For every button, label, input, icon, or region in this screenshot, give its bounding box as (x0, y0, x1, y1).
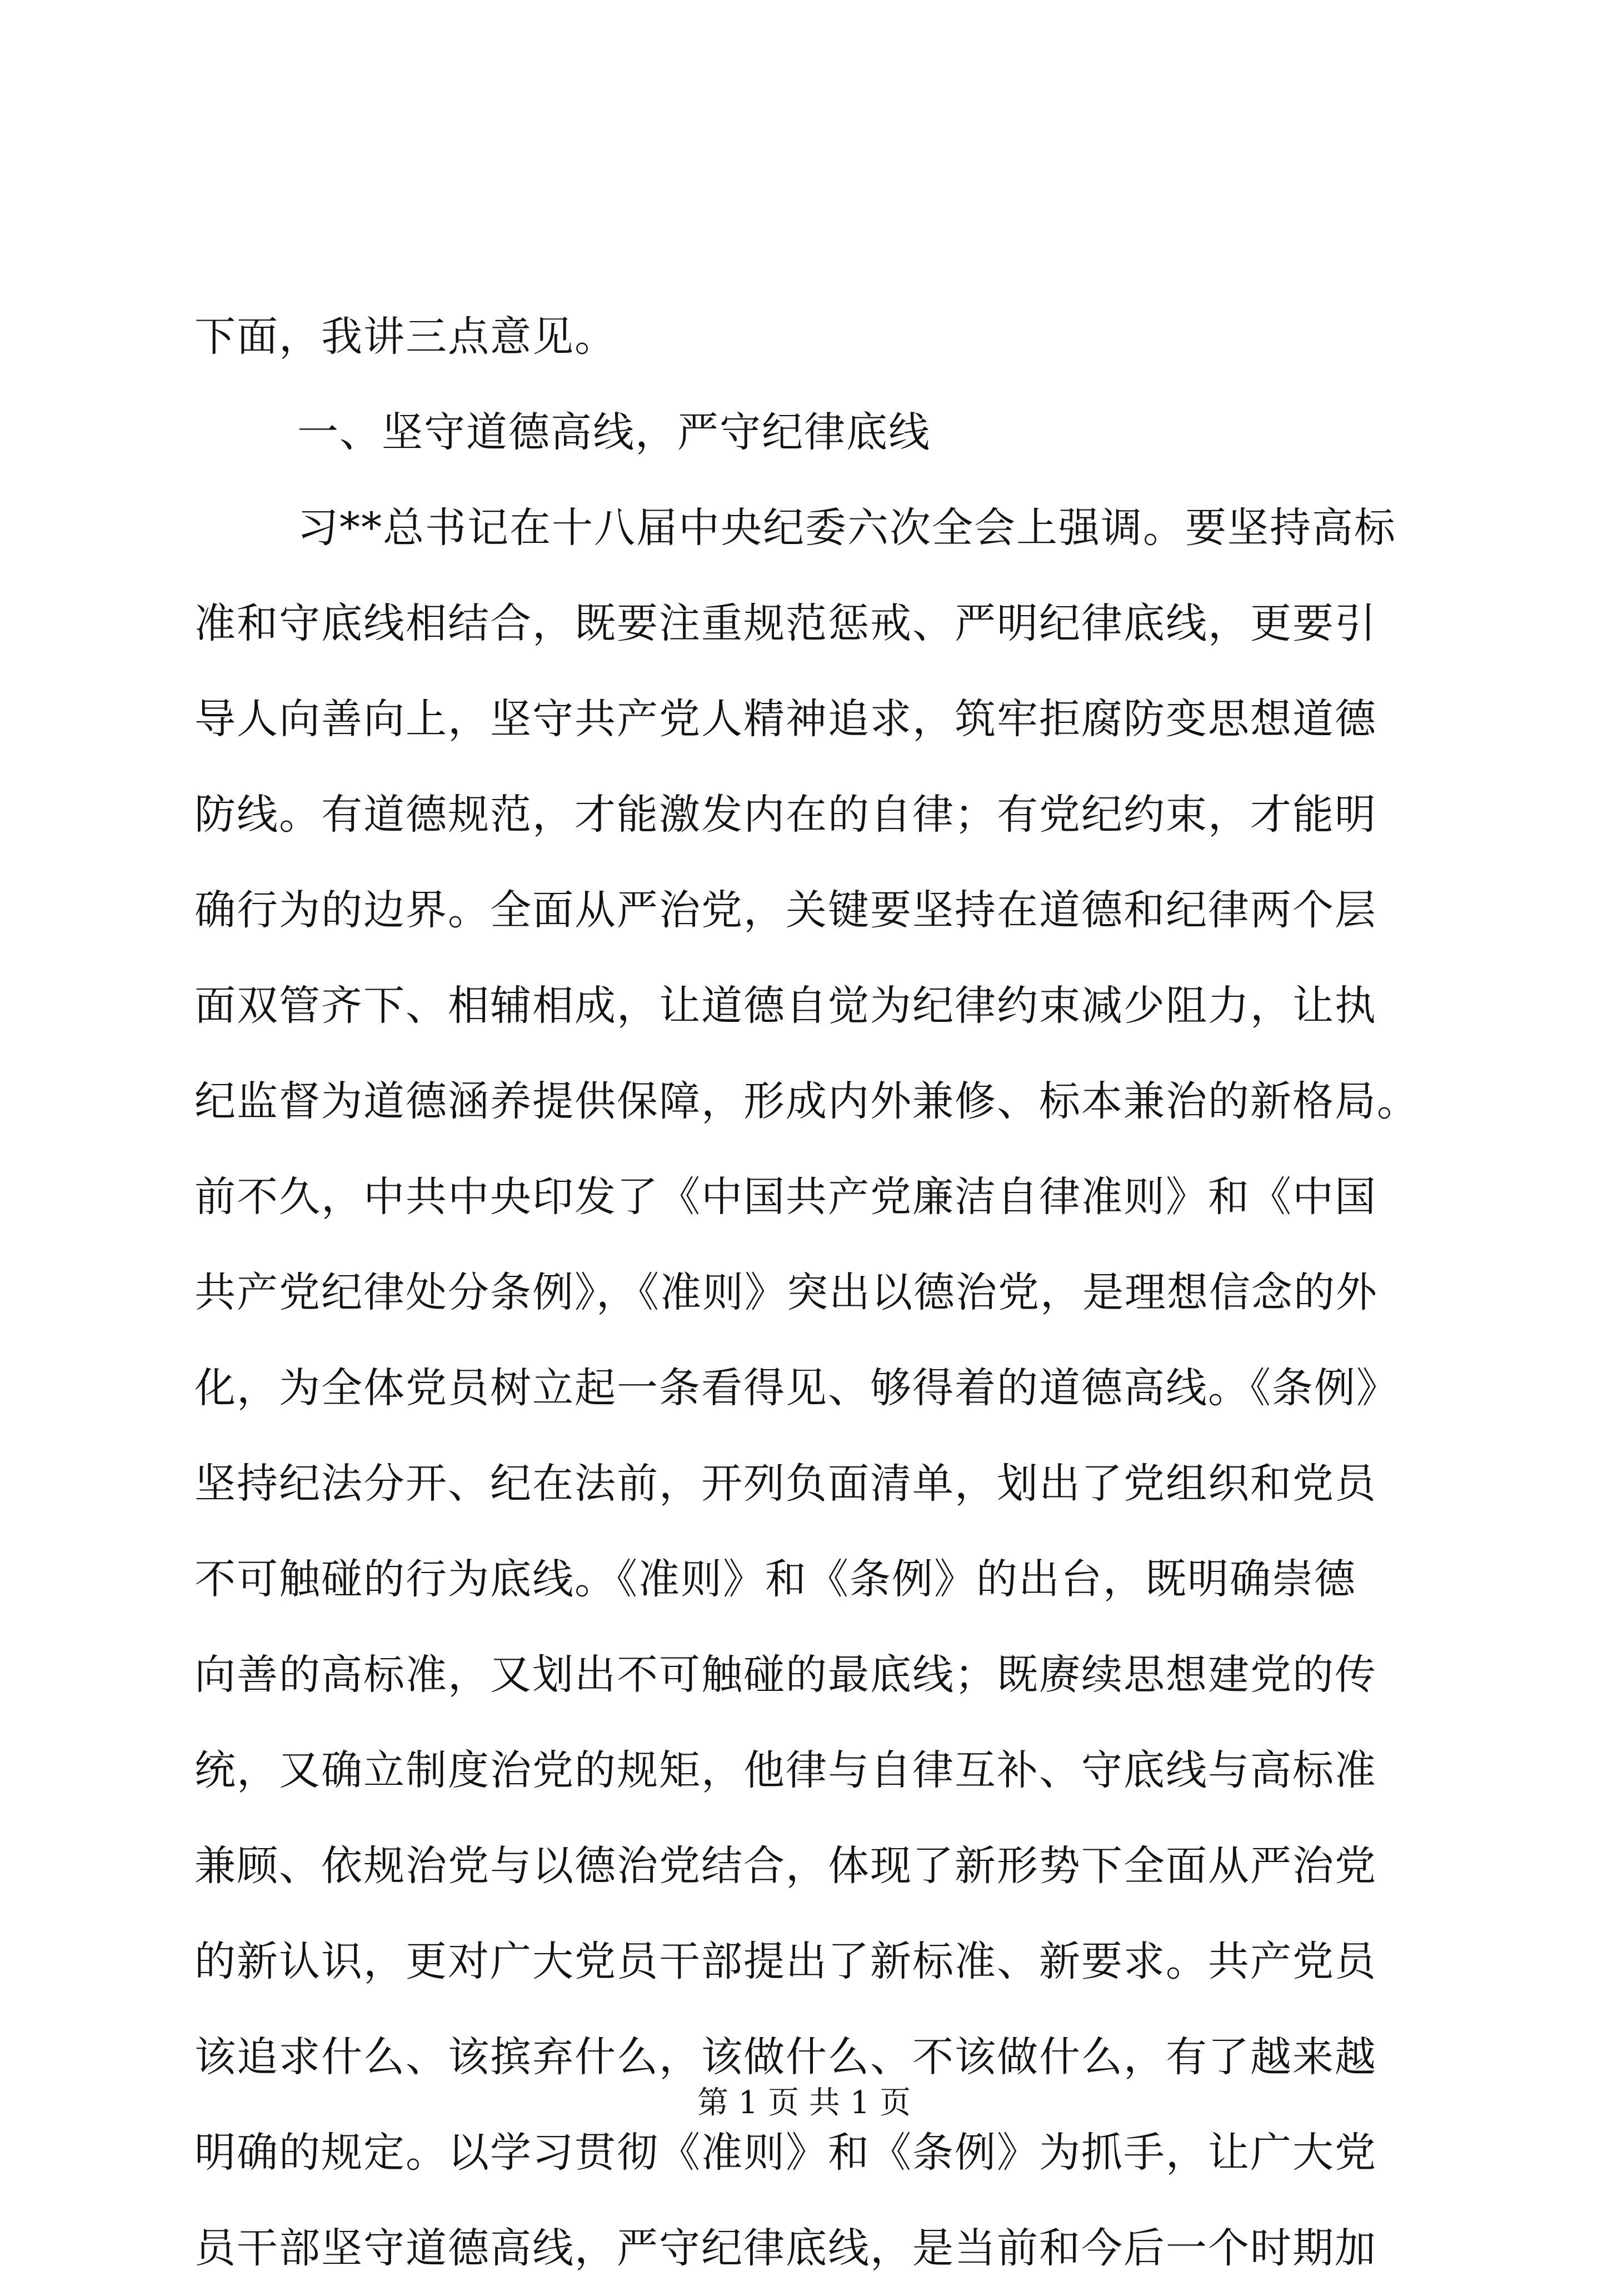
text-line: 向善的高标准，又划出不可触碰的最底线；既赓续思想建党的传 (194, 1651, 1377, 1699)
paragraph-first-line: 习**总书记在十八届中央纪委六次全会上强调。要坚持高标 (297, 504, 1396, 552)
text-line: 面双管齐下、相辅相成，让道德自觉为纪律约束减少阻力，让执 (194, 982, 1377, 1030)
text-line: 统，又确立制度治党的规矩，他律与自律互补、守底线与高标准 (194, 1746, 1377, 1794)
section-heading: 一、坚守道德高线，严守纪律底线 (297, 408, 931, 456)
document-body (194, 289, 1425, 2296)
text-line: 导人向善向上，坚守共产党人精神追求，筑牢拒腐防变思想道德 (194, 695, 1377, 743)
text-line: 明确的规定。以学习贯彻《准则》和《条例》为抓手，让广大党 (194, 2129, 1377, 2177)
text-line: 员干部坚守道德高线，严守纪律底线，是当前和今后一个时期加 (194, 2224, 1377, 2272)
text-line: 防线。有道德规范，才能激发内在的自律；有党纪约束，才能明 (194, 791, 1377, 838)
page-footer: 第 1 页 共 1 页 (697, 2085, 911, 2121)
text-line: 兼顾、依规治党与以德治党结合，体现了新形势下全面从严治党 (194, 1842, 1377, 1890)
text-line: 前不久，中共中央印发了《中国共产党廉洁自律准则》和《中国 (194, 1173, 1377, 1221)
text-line: 化，为全体党员树立起一条看得见、够得着的道德高线。《条例》 (194, 1364, 1399, 1412)
text-line: 坚持纪法分开、纪在法前，开列负面清单，划出了党组织和党员 (194, 1460, 1377, 1508)
text-line: 下面，我讲三点意见。 (194, 313, 617, 361)
text-line: 的新认识，更对广大党员干部提出了新标准、新要求。共产党员 (194, 1938, 1377, 1985)
text-line: 该追求什么、该摈弃什么，该做什么、不该做什么，有了越来越 (194, 2033, 1377, 2081)
text-line: 准和守底线相结合，既要注重规范惩戒、严明纪律底线，更要引 (194, 600, 1377, 647)
text-line: 共产党纪律处分条例》，《准则》突出以德治党，是理想信念的外 (194, 1269, 1378, 1316)
text-line: 确行为的边界。全面从严治党，关键要坚持在道德和纪律两个层 (194, 886, 1377, 934)
text-line: 不可触碰的行为底线。《准则》和《条例》的出台，既明确崇德 (194, 1555, 1356, 1603)
text-line: 纪监督为道德涵养提供保障，形成内外兼修、标本兼治的新格局。 (194, 1077, 1419, 1125)
